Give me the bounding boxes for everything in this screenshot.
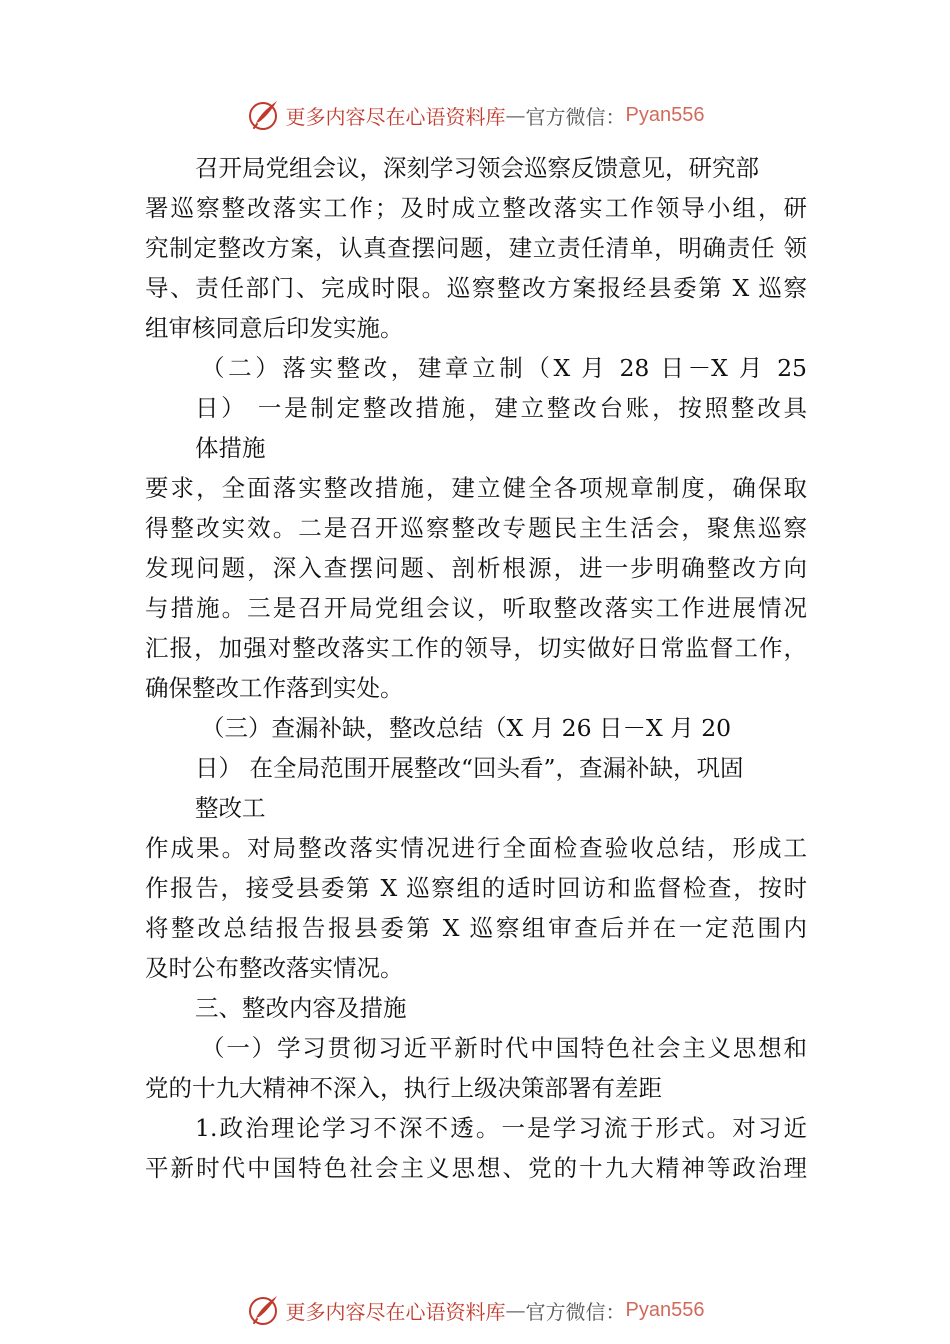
document-body <box>145 148 807 1188</box>
quill-logo-icon <box>246 97 282 133</box>
watermark-wechat-id: Pyan556 <box>625 103 705 126</box>
text-line: 及时公布整改落实情况。 <box>145 954 404 982</box>
text-line: 1.政治理论学习不深不透。一是学习流于形式。对习近 <box>195 1114 807 1142</box>
section-heading: （三）查漏补缺，整改总结（X 月 26 日－X 月 20 <box>201 714 732 742</box>
text-line: 将整改总结报告报县委第 X 巡察组审查后并在一定范围内 <box>145 914 807 942</box>
text-line: 导、责任部门、完成时限。巡察整改方案报经县委第 X 巡察 <box>145 274 807 302</box>
text-line: 平新时代中国特色社会主义思想、党的十九大精神等政治理 <box>145 1154 807 1182</box>
text-line: 发现问题，深入查摆问题、剖析根源，进一步明确整改方向 <box>145 554 807 582</box>
text-line: 整改工 <box>195 794 266 822</box>
watermark-official: 官方微信： <box>525 1299 626 1324</box>
footer-watermark <box>0 1290 950 1330</box>
subsection-heading: （一）学习贯彻习近平新时代中国特色社会主义思想和 <box>201 1034 807 1062</box>
watermark-brand: 更多内容尽在心语资料库 <box>285 104 506 129</box>
quill-logo-icon <box>246 1292 282 1328</box>
text-line: 党的十九大精神不深入，执行上级决策部署有差距 <box>145 1074 662 1102</box>
section-heading: （二）落实整改，建章立制（X 月 28 日－X 月 25 <box>201 354 807 382</box>
watermark-brand: 更多内容尽在心语资料库 <box>285 1299 506 1324</box>
header-watermark <box>0 95 950 135</box>
text-line: 得整改实效。二是召开巡察整改专题民主生活会，聚焦巡察 <box>145 514 807 542</box>
watermark-wechat-id: Pyan556 <box>625 1298 705 1321</box>
text-line: 究制定整改方案，认真查摆问题，建立责任清单，明确责任 领 <box>145 234 807 262</box>
watermark-official: 官方微信： <box>525 104 626 129</box>
text-line: 汇报，加强对整改落实工作的领导，切实做好日常监督工作， <box>145 634 807 662</box>
text-line: 日） 在全局范围开展整改“回头看”，查漏补缺，巩固 <box>195 754 744 782</box>
watermark-dash: — <box>505 1298 526 1322</box>
text-line: 确保整改工作落到实处。 <box>145 674 404 702</box>
text-line: 作报告，接受县委第 X 巡察组的适时回访和监督检查，按时 <box>145 874 807 902</box>
text-line: 体措施 <box>195 434 266 462</box>
text-line: 与措施。三是召开局党组会议，听取整改落实工作进展情况 <box>145 594 807 622</box>
section-heading: 三、整改内容及措施 <box>195 994 407 1022</box>
watermark-dash: — <box>505 103 526 127</box>
text-line: 要求，全面落实整改措施，建立健全各项规章制度，确保取 <box>145 474 807 502</box>
text-line: 日） 一是制定整改措施，建立整改台账，按照整改具 <box>195 394 807 422</box>
text-line: 组审核同意后印发实施。 <box>145 314 404 342</box>
text-line: 署巡察整改落实工作；及时成立整改落实工作领导小组，研 <box>145 194 807 222</box>
text-line: 作成果。对局整改落实情况进行全面检查验收总结，形成工 <box>145 834 807 862</box>
text-line: 召开局党组会议，深刻学习领会巡察反馈意见，研究部 <box>195 154 759 182</box>
